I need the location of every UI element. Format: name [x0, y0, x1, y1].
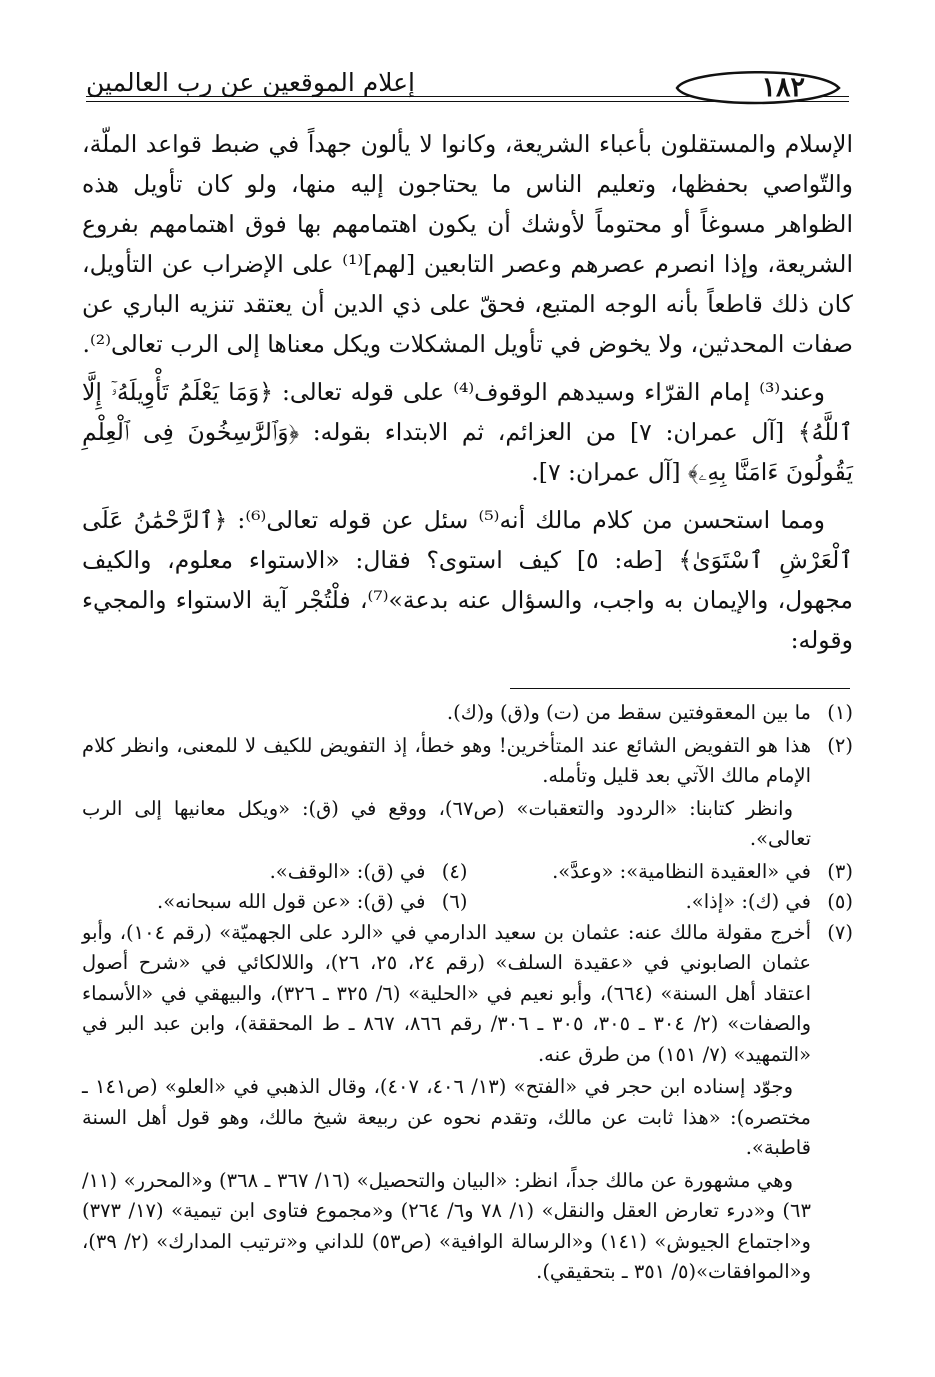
footnote-row-5-6: [82, 887, 853, 918]
paragraph: ومما استحسن من كلام مالك أنه⁽⁵⁾ سئل عن قوله تعالى⁽⁶⁾: ﴿ٱلرَّحْمَٰنُ عَلَى ٱلْعَرْشِ ٱسْتَوَىٰ﴾ [طه: ٥] كيف استوى؟ فقال: «الاستواء معلوم، والكيف مجهول، والإيمان به واجب، والسؤال عنه بدعة»⁽⁷⁾، فلْتُجْر آية الاستواء والمجيء وقوله:: [82, 506, 853, 654]
footnote-4: [82, 857, 468, 888]
footnote-3: [468, 857, 854, 888]
page-header: [86, 60, 849, 114]
footnote-number: (٦): [441, 890, 468, 913]
footnote-2-continuation: وانظر كتابنا: «الردود والتعقبات» (ص٦٧)، ووقع في (ق): «ويكل معانيها إلى الرب تعالى».: [82, 796, 811, 850]
footnote-6: [82, 887, 468, 918]
footnote-text: ما بين المعقوفتين سقط من (ت) و(ق) و(ك).: [446, 701, 811, 724]
page-number: ١٨٢: [761, 72, 805, 103]
footnotes: [82, 698, 853, 1290]
footnote-number: (٧): [827, 920, 853, 944]
footnote-7-continuation: وجوّد إسناده ابن حجر في «الفتح» (١٣/ ٤٠٦، ٤٠٧)، وقال الذهبي في «العلو» (ص١٤١ ـ مختصره): «هذا ثابت عن مالك، وتقدم نحوه عن ربيعة شيخ مالك، وهو قول أهل السنة قاطبة».: [82, 1075, 811, 1159]
footnote-2: [82, 731, 853, 792]
page-number-frame: [669, 64, 849, 110]
footnote-number: (١): [827, 701, 853, 724]
footnote-divider: [510, 688, 850, 689]
footnote-text: في (ك): «إذا».: [685, 890, 811, 913]
footnote-1: [82, 698, 853, 729]
footnote-5: [468, 887, 854, 918]
footnote-number: (٣): [827, 859, 853, 883]
footnote-number: (٥): [827, 890, 853, 913]
footnote-row-3-4: [82, 857, 853, 888]
main-text: [82, 124, 853, 668]
footnote-7: [82, 918, 853, 1071]
footnote-number: (٢): [827, 733, 853, 757]
footnote-text: في «العقيدة النظامية»: «وعدَّ».: [552, 859, 811, 883]
footnote-text: هذا هو التفويض الشائع عند المتأخرين! وهو خطأ، إذ التفويض للكيف لا للمعنى، وانظر كلام الإمام مالك الآتي بعد قليل وتأمله.: [82, 733, 811, 787]
footnote-number: (٤): [441, 859, 468, 883]
footnote-text: أخرج مقولة مالك عنه: عثمان بن سعيد الدارمي في «الرد على الجهميّة» (رقم ١٠٤)، وأبو عثمان الصابوني في «عقيدة السلف» (رقم ٢٤، ٢٥، ٢٦)، واللالكائي في «شرح أصول اعتقاد أهل السنة» (٦٦٤)، وأبو نعيم في «الحلية» (٦/ ٣٢٥ ـ ٣٢٦)، والبيهقي في «الأسماء والصفات» (٢/ ٣٠٤ ـ ٣٠٥، ٣٠٥ ـ ٣٠٦/ رقم ٨٦٦، ٨٦٧ ـ ط المحققة)، وابن عبد البر في «التمهيد» (٧/ ١٥١) من طرق عنه.: [82, 920, 812, 1066]
footnote-text: في (ق): «عن قول الله سبحانه».: [157, 890, 426, 913]
running-title: إعلام الموقعين عن رب العالمين: [86, 68, 416, 97]
paragraph: وعند⁽³⁾ إمام القرّاء وسيدهم الوقوف⁽⁴⁾ على قوله تعالى: ﴿وَمَا يَعْلَمُ تَأْوِيلَهُۥٓ إِلَّا ٱللَّهُ﴾ [آل عمران: ٧] من العزائم، ثم الابتداء بقوله: ﴿وَٱلرَّٰسِخُونَ فِى ٱلْعِلْمِ يَقُولُونَ ءَامَنَّا بِهِۦ﴾ [آل عمران: ٧].: [82, 378, 853, 486]
footnote-text: في (ق): «الوقف».: [269, 859, 426, 883]
footnote-7-continuation: وهي مشهورة عن مالك جداً، انظر: «البيان والتحصيل» (١٦/ ٣٦٧ ـ ٣٦٨) و«المحرر» (١١/ ٦٣) و«درء تعارض العقل والنقل» (١/ ٧٨ و٦/ ٢٦٤) و«مجموع فتاوى ابن تيمية» (١٧/ ٣٧٣) و«اجتماع الجيوش» (١٤١) و«الرسالة الوافية» (ص٥٣) للداني و«ترتيب المدارك» (٢/ ٣٩)، و«الموافقات»(٥/ ٣٥١ ـ بتحقيقي).: [82, 1168, 811, 1283]
paragraph: الإسلام والمستقلون بأعباء الشريعة، وكانوا لا يألون جهداً في ضبط قواعد الملّة، والتّواصي بحفظها، وتعليم الناس ما يحتاجون إليه منها، ولو كان تأويل هذه الظواهر مسوغاً أو محتوماً لأوشك أن يكون اهتمامهم بها فوق اهتمامهم بفروع الشريعة، وإذا انصرم عصرهم وعصر التابعين [لهم]⁽¹⁾ على الإضراب عن التأويل، كان ذلك قاطعاً بأنه الوجه المتبع، فحقّ على ذي الدين أن يعتقد تنزيه الباري عن صفات المحدثين، ولا يخوض في تأويل المشكلات ويكل معناها إلى الرب تعالى⁽²⁾.: [82, 130, 853, 358]
